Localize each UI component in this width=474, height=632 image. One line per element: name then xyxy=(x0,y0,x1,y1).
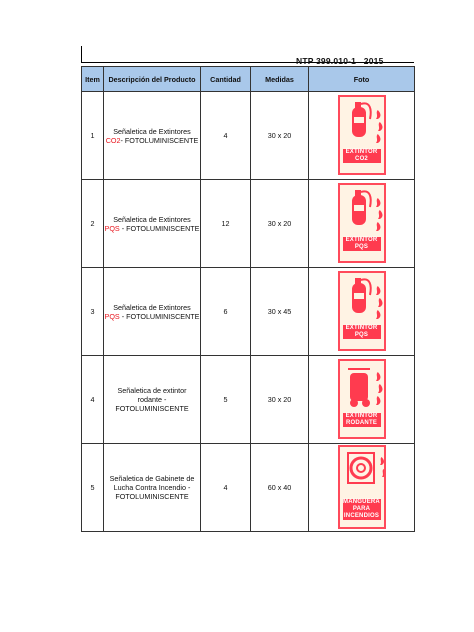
sign-text-top-label: EXTINTOR xyxy=(345,412,378,419)
cell-cantidad: 5 xyxy=(201,356,251,444)
sign-label xyxy=(343,413,381,427)
description-type: - FOTOLUMINISCENTE xyxy=(120,135,199,145)
sign-label xyxy=(343,237,381,251)
cell-item: 4 xyxy=(82,356,104,444)
flame-icon xyxy=(376,372,381,381)
extinguisher-valve xyxy=(355,190,361,196)
cell-cantidad: 4 xyxy=(201,92,251,180)
cell-item: 2 xyxy=(82,180,104,268)
products-table xyxy=(81,66,415,532)
extinguisher-label xyxy=(354,293,364,299)
sign-text-bottom-label: INCENDIOS xyxy=(343,512,380,519)
hose-reel-core xyxy=(357,464,365,472)
cell-medidas: 60 x 40 xyxy=(251,444,309,532)
left-border-line xyxy=(81,46,82,62)
cell-cantidad: 6 xyxy=(201,268,251,356)
flame-icon xyxy=(376,222,381,231)
cell-foto xyxy=(309,444,415,532)
table-row xyxy=(82,356,415,444)
sign-text-small-label: PARA xyxy=(352,505,371,512)
extinguisher-label xyxy=(354,205,364,211)
sign-text-top-label: EXTINTOR xyxy=(345,324,378,331)
header-medidas: Medidas xyxy=(251,67,309,92)
cell-foto xyxy=(309,92,415,180)
flame-icon xyxy=(376,286,381,295)
hose-reel-icon xyxy=(351,458,371,478)
sign-label xyxy=(343,325,381,339)
cell-foto xyxy=(309,180,415,268)
flame-icon xyxy=(378,210,383,219)
wheeled-extinguisher-body xyxy=(350,373,368,401)
cell-medidas: 30 x 20 xyxy=(251,180,309,268)
description-agent: PQS xyxy=(104,311,120,321)
cell-foto xyxy=(309,356,415,444)
extinguisher-valve xyxy=(355,102,361,108)
sign-text-small-label: PQS xyxy=(354,243,369,250)
description-line: Señaletica de Gabinete de xyxy=(109,474,195,483)
safety-sign-image xyxy=(338,271,386,351)
flame-icon xyxy=(380,457,384,465)
cell-descripcion xyxy=(104,180,201,268)
flame-icon xyxy=(378,122,383,131)
safety-sign-image xyxy=(338,95,386,175)
cell-medidas: 30 x 45 xyxy=(251,268,309,356)
cell-descripcion xyxy=(104,444,201,532)
description-line: Señaletica de extintor xyxy=(117,386,187,395)
description-line: FOTOLUMINISCENTE xyxy=(115,492,189,501)
sign-text-top-label: MANGUERA xyxy=(343,498,380,505)
table-header-row xyxy=(82,67,415,92)
table-row xyxy=(82,180,415,268)
table-row xyxy=(82,444,415,532)
extinguisher-valve xyxy=(355,278,361,284)
safety-sign-image xyxy=(338,183,386,263)
flame-icon xyxy=(378,384,383,393)
description-agent: CO2 xyxy=(105,135,121,145)
description-type: - FOTOLUMINISCENTE xyxy=(119,311,200,321)
sign-text-small-label: CO2 xyxy=(355,155,368,162)
wheel-icon xyxy=(350,399,358,407)
cell-medidas: 30 x 20 xyxy=(251,356,309,444)
cell-cantidad: 12 xyxy=(201,180,251,268)
cell-foto xyxy=(309,268,415,356)
flame-icon xyxy=(378,298,383,307)
flame-icon xyxy=(376,110,381,119)
description-line: Lucha Contra Incendio - xyxy=(113,483,191,492)
cell-medidas: 30 x 20 xyxy=(251,92,309,180)
flame-icon xyxy=(376,198,381,207)
flame-icon xyxy=(376,134,381,143)
sign-text-small-label: PQS xyxy=(354,331,369,338)
cell-item: 1 xyxy=(82,92,104,180)
standard-code: NTP 399.010-1 xyxy=(296,56,357,66)
extinguisher-label xyxy=(354,117,364,123)
sign-label xyxy=(343,149,381,163)
description-line: FOTOLUMINISCENTE xyxy=(115,404,189,413)
cell-item: 3 xyxy=(82,268,104,356)
sign-text-top-label: EXTINTOR xyxy=(345,236,378,243)
description-line: rodante - xyxy=(137,395,167,404)
cell-descripcion xyxy=(104,268,201,356)
table-row xyxy=(82,92,415,180)
cell-descripcion xyxy=(104,356,201,444)
description-line: Señaletica de Extintores xyxy=(113,214,191,224)
header-cantidad: Cantidad xyxy=(201,67,251,92)
safety-sign-image xyxy=(338,445,386,529)
description-line: Señaletica de Extintores xyxy=(113,302,191,312)
sign-text-bottom-label: RODANTE xyxy=(345,419,378,426)
description-type: - FOTOLUMINISCENTE xyxy=(119,223,200,233)
sign-label xyxy=(343,499,381,520)
flame-icon xyxy=(376,396,381,405)
wheel-icon xyxy=(362,399,370,407)
cell-cantidad: 4 xyxy=(201,444,251,532)
cell-item: 5 xyxy=(82,444,104,532)
sign-text-top-label: EXTINTOR xyxy=(345,148,378,155)
flame-icon xyxy=(376,310,381,319)
description-agent: PQS xyxy=(104,223,120,233)
description-line: Señaletica de Extintores xyxy=(113,126,191,136)
standard-year: 2015 xyxy=(363,56,384,66)
safety-sign-image xyxy=(338,359,386,439)
document-reference xyxy=(296,56,384,66)
header-foto: Foto xyxy=(309,67,415,92)
header-item: Item xyxy=(82,67,104,92)
header-descripcion: Descripción del Producto xyxy=(104,67,201,92)
table-row xyxy=(82,268,415,356)
flame-icon xyxy=(382,469,384,477)
cell-descripcion xyxy=(104,92,201,180)
